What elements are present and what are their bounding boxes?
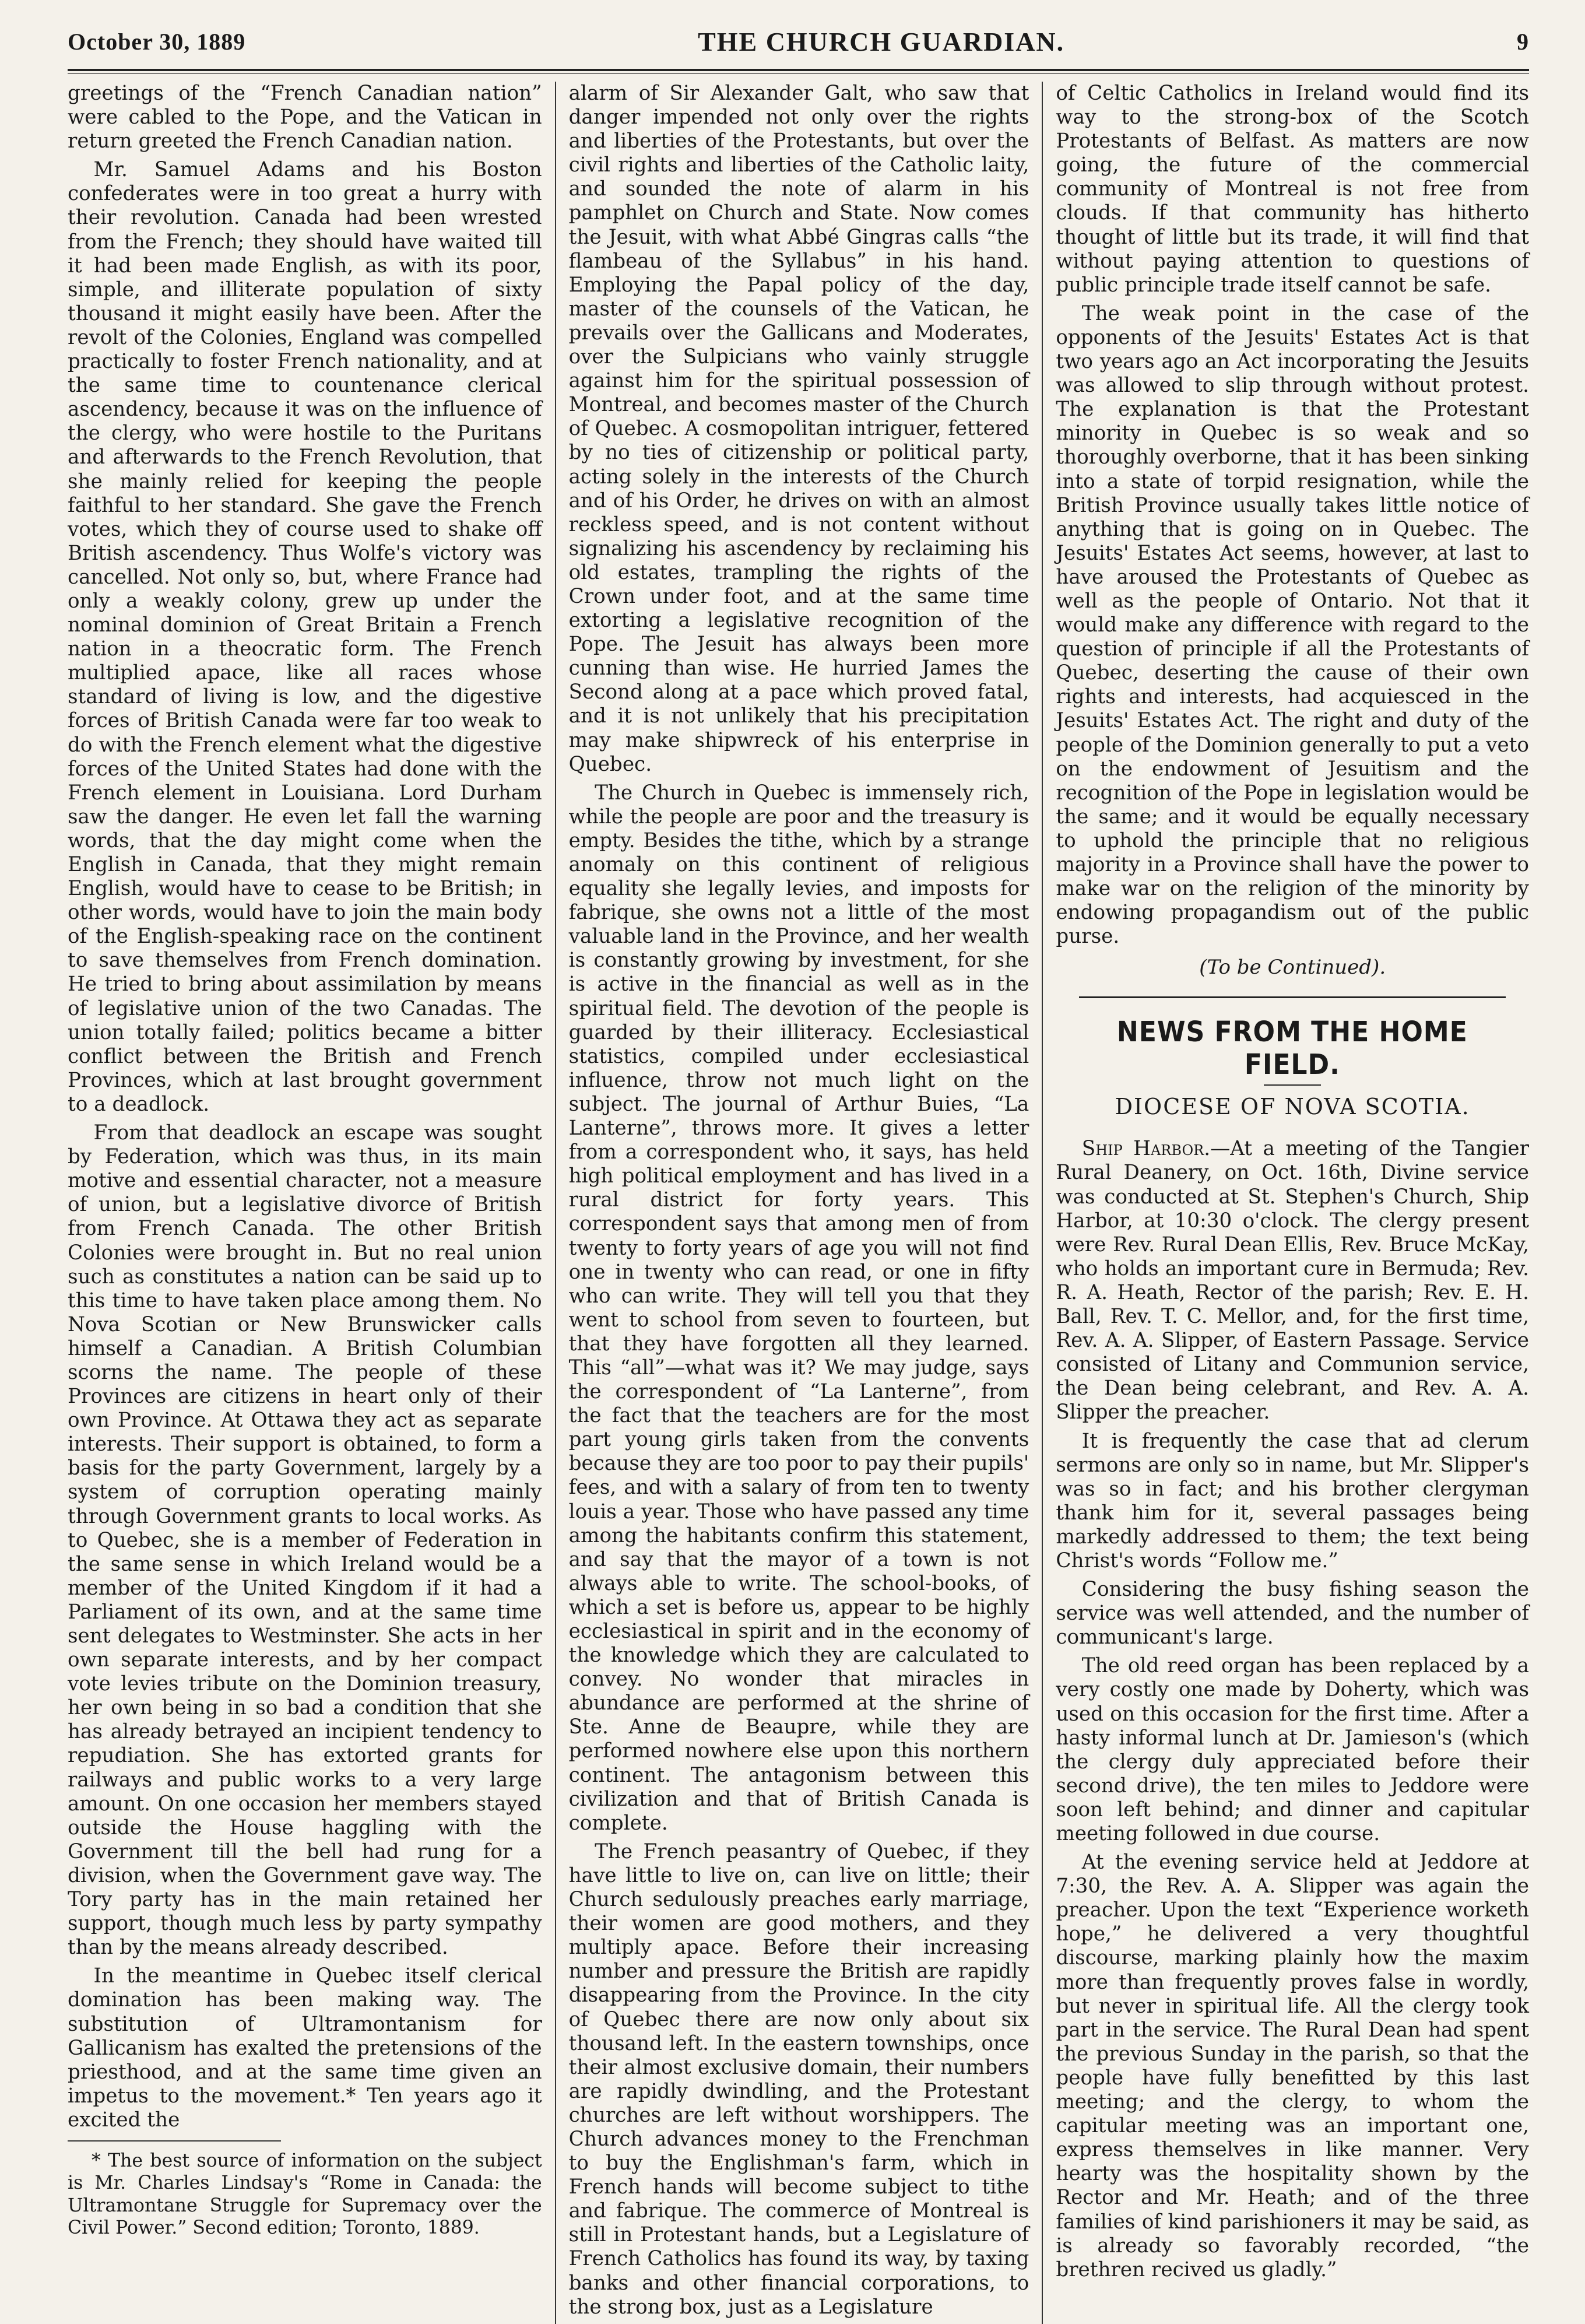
news-paragraph: —At a meeting of the Tangier Rural Deanery, on Oct. 16th, Divine service was conducted at St. Stephen's Church, Ship Harbor, at 10:30 o'clock. The clergy present were Rev. Rural Dean Ellis, Rev. Bruce McKay, who holds an important cure in Bermuda; Rev. R. A. Heath, Rector of the parish; Rev. E. H. Ball, Rev. T. C. Mellor, and, for the first time, Rev. A. A. Slipper, of Eastern Passage. Service consisted of Litany and Communion service, the Dean being celebrant, and Rev. A. A. Slipper the preacher. [1056, 1137, 1529, 1424]
column-3 [1042, 82, 1529, 2324]
diocese-subheading: DIOCESE OF NOVA SCOTIA. [1115, 1094, 1470, 1120]
paragraph: The Church in Quebec is immensely rich, while the people are poor and the treasury is empty. Besides the tithe, which by a strange anomaly on this continent of religious equality she legally levies, and imposts for fabrique, she owns not a little of the most valuable land in the Province, and her wealth is constantly growing by investment, for she is active in the financial as well as in the spiritual field. The devotion of the people is guarded by their illiteracy. Ecclesiastical statistics, compiled under ecclesiastical influence, throw not much light on the subject. The journal of Arthur Buies, “La Lanterne”, throws more. It gives a letter from a correspondent who, it says, has held high political employment and has lived in a rural district for forty years. This correspondent says that among men of from twenty to forty years of age you will not find one in twenty who can read, or one in fifty who can write. They will tell you that they went to school from seven to fourteen, but that they have forgotten all they learned. This “all”—what was it? We may judge, says the correspondent of “La Lanterne”, from the fact that the teachers are for the most part young girls taken from the convents because they are too poor to pay their pupils' fees, and with a salary of from ten to twenty louis a year. Those who have passed any time among the habitants confirm this statement, and say that the mayor of a town is not always able to write. The school-books, of which a set is before us, appear to be highly ecclesiastical in spirit and in the economy of the knowledge which they are calculated to convey. No wonder that miracles in abundance are performed at the shrine of Ste. Anne de Beaupre, while they are performed nowhere else upon this northern continent. The antagonism between this civilization and that of British Canada is complete. [568, 781, 1029, 1835]
news-place-lead: Ship Harbor. [1081, 1137, 1211, 1161]
column-2 [555, 82, 1042, 2324]
news-section-heading: NEWS FROM THE HOME FIELD. [1117, 1016, 1468, 1082]
column-1 [68, 82, 555, 2324]
paragraph: The French peasantry of Quebec, if they have little to live on, can live on little; their Church sedulously preaches early marriage, their women are good mothers, and they multiply apace. Before their increasing number and pressure the British are rapidly disappearing from the Province. In the city of Quebec there are now only about six thousand left. In the eastern townships, once their almost exclusive domain, their numbers are rapidly dwindling, and the Protestant churches are left without worshippers. The Church advances money to the Frenchman to buy the Englishman's farm, which in French hands will become subject to tithe and fabrique. The commerce of Montreal is still in Protestant hands, but a Legislature of French Catholics has found its way, by taxing banks and other financial corporations, to the strong box, just as a Legislature [568, 1839, 1029, 2319]
header-rule [68, 69, 1529, 71]
to-be-continued: (To be Continued). [1199, 956, 1386, 980]
footnote-divider [68, 2140, 281, 2142]
heading-rule [1264, 1084, 1320, 1086]
page-number: 9 [1517, 28, 1529, 55]
section-divider [1079, 996, 1506, 998]
paragraph: greetings of the “French Canadian nation” were cabled to the Pope, and the Vatican in return greeted the French Canadian nation. [68, 82, 542, 153]
news-paragraph: The old reed organ has been replaced by a very costly one made by Doherty, which was used on this occasion for the first time. After a hasty informal lunch at Dr. Jamieson's (which the clergy duly appreciated before their second drive), the ten miles to Jeddore were soon left behind; and dinner and capitular meeting followed in due course. [1056, 1654, 1529, 1845]
article-columns [68, 82, 1529, 2319]
header-rule-thin [68, 73, 1529, 74]
paragraph: In the meantime in Quebec itself clerical domination has been making way. The substitution of Ultramontanism for Gallicanism has exalted the pretensions of the priesthood, and at the same time given an impetus to the movement.* Ten years ago it excited the [68, 1964, 542, 2132]
page-header [68, 23, 1529, 59]
news-paragraph: At the evening service held at Jeddore at 7:30, the Rev. A. A. Slipper was again the preacher. Upon the text “Experience worketh hope,” he delivered a very thoughtful discourse, marking plainly how the maxim more than frequently proves false in wordly, but never in spiritual life. All the clergy took part in the service. The Rural Dean had spent the previous Sunday in the parish, so that the people have fully benefitted by this last meeting; and the clergy, to whom the capitular meeting was an important one, express themselves in like manner. Very hearty was the hospitality shown by the Rector and Mr. Heath; and of the three families of kind parishioners it may be said, as is already so favorably recorded, “the brethren recived us gladly.” [1056, 1851, 1529, 2281]
paragraph: The weak point in the case of the opponents of the Jesuits' Estates Act is that two years ago an Act incorporating the Jesuits was allowed to slip through without protest. The explanation is that the Protestant minority in Quebec is so weak and so thoroughly overborne, that it has been sinking into a state of torpid resignation, while the British Province usually takes little notice of anything that is going on in Quebec. The Jesuits' Estates Act seems, however, at last to have aroused the Protestants of Quebec as well as the people of Ontario. Not that it would make any difference with regard to the question of principle if all the Protestants of Quebec, deserting the cause of their own rights and interests, had acquiesced in the Jesuits' Estates Act. The right and duty of the people of the Dominion generally to put a veto on the endowment of Jesuitism and the recognition of the Pope in legislation would be the same; and it would be equally necessary to uphold the principle that no religious majority in a Province shall have the power to make war on the religion of the minority by endowing propagandism out of the public purse. [1056, 301, 1529, 949]
masthead-title: THE CHURCH GUARDIAN. [698, 26, 1065, 57]
issue-date: October 30, 1889 [68, 28, 246, 55]
paragraph: From that deadlock an escape was sought by Federation, which was thus, in its main motive and essential character, not a measure of union, but a legislative divorce of British from French Canada. The other British Colonies were brought in. But no real union such as constitutes a nation can be said up to this time to have taken place among them. No Nova Scotian or New Brunswicker calls himself a Canadian. A British Columbian scorns the name. The people of these Provinces are citizens in heart only of their own Province. At Ottawa they act as separate interests. Their support is obtained, to form a basis for the party Government, largely by a system of corruption operating mainly through Government grants to local works. As to Quebec, she is a member of Federation in the same sense in which Ireland would be a member of the United Kingdom if it had a Parliament of its own, and at the same time sent delegates to Westminster. She acts in her own separate interests, and by her compact vote levies tribute on the Dominion treasury, her own being in so bad a condition that she has already betrayed an incipient tendency to repudiation. She has extorted grants for railways and public works to a very large amount. On one occasion her members stayed outside the House haggling with the Government till the bell had rung for a division, when the Government gave way. The Tory party has in the main retained her support, though much less by party sympathy than by the means already described. [68, 1121, 542, 1960]
footnote: * The best source of information on the subject is Mr. Charles Lindsay's “Rome in Canada: the Ultramontane Struggle for Supremacy over the Civil Power.” Second edition; Toronto, 1889. [68, 2150, 542, 2239]
news-paragraph: It is frequently the case that ad clerum sermons are only so in name, but Mr. Slipper's was so in fact; and his brother clergyman thank him for it, several passages being markedly addressed to them; the text being Christ's words “Follow me.” [1056, 1429, 1529, 1572]
paragraph: of Celtic Catholics in Ireland would find its way to the strong-box of the Scotch Protestants of Belfast. As matters are now going, the future of the commercial community of Montreal is not free from clouds. If that community has hitherto thought of little but its trade, it will find that without paying attention to questions of public principle trade itself cannot be safe. [1056, 82, 1529, 297]
news-paragraph: Considering the busy fishing season the service was well attended, and the number of communicant's large. [1056, 1578, 1529, 1649]
paragraph: Mr. Samuel Adams and his Boston confederates were in too great a hurry with their revolution. Canada had been wrested from the French; they should have waited till it had been made English, as with its poor, simple, and illiterate population of sixty thousand it might easily have been. After the revolt of the Colonies, England was compelled practically to foster French nationality, and at the same time to countenance clerical ascendency, because it was on the influence of the clergy, who were hostile to the Puritans and afterwards to the French Revolution, that she mainly relied for keeping the people faithful to her standard. She gave the French votes, which they of course used to shake off British ascendency. Thus Wolfe's victory was cancelled. Not only so, but, where France had only a weakly colony, grew up under the nominal dominion of Great Britain a French nation in a theocratic form. The French multiplied apace, like all races whose standard of living is low, and the digestive forces of British Canada were far too weak to do with the French element what the digestive forces of the United States had done with the French element in Louisiana. Lord Durham saw the danger. He even let fall the warning words, that the day might come when the English in Canada, that they might remain English, would have to cease to be British; in other words, would have to join the main body of the English-speaking race on the continent to save themselves from French domination. He tried to bring about assimilation by means of legislative union of the two Canadas. The union totally failed; politics became a bitter conflict between the British and French Provinces, which at last brought government to a deadlock. [68, 158, 542, 1116]
paragraph: alarm of Sir Alexander Galt, who saw that danger impended not only over the rights and liberties of the Protestants, but over the civil rights and liberties of the Catholic laity, and sounded the note of alarm in his pamphlet on Church and State. Now comes the Jesuit, with what Abbé Gingras calls “the flambeau of the Syllabus” in his hand. Employing the Papal policy of the day, master of the counsels of the Vatican, he prevails over the Gallicans and Moderates, over the Sulpicians who vainly struggle against him for the spiritual possession of Montreal, and becomes master of the Church of Quebec. A cosmopolitan intriguer, fettered by no ties of citizenship or political party, acting solely in the interests of the Church and of his Order, he drives on with an almost reckless speed, and is not content without signalizing his ascendency by reclaiming his old estates, trampling the rights of the Crown under foot, and at the same time extorting a legislative recognition of the Pope. The Jesuit has always been more cunning than wise. He hurried James the Second along at a pace which proved fatal, and it is not unlikely that his precipitation may make shipwreck of his enterprise in Quebec. [568, 82, 1029, 776]
